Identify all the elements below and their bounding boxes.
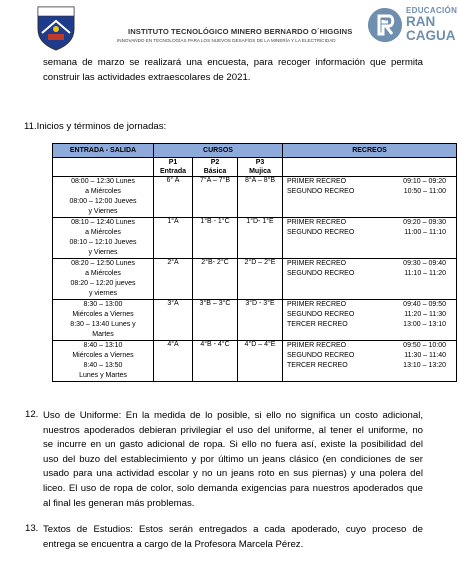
table-row	[53, 177, 457, 218]
course-cell: 7°A – 7°B	[193, 177, 238, 218]
recreo-name: PRIMER RECREO	[287, 342, 347, 349]
table-row	[53, 341, 457, 382]
education-logo-icon	[368, 8, 402, 42]
recreo-time: 13:10 – 13:20	[403, 362, 446, 369]
time-line: 08:20 – 12:20 jueves	[70, 280, 136, 287]
table-subheader-row	[53, 158, 457, 177]
campus-name: Mujica	[249, 168, 271, 175]
schedule-table	[52, 143, 457, 382]
recreo-name: PRIMER RECREO	[287, 178, 347, 185]
recreo-time: 11:10 – 11:20	[404, 270, 446, 277]
entrada-salida-cell	[53, 259, 154, 300]
recreo-entry	[287, 177, 454, 187]
recreos-cell	[283, 218, 457, 259]
recreo-name: SEGUNDO RECREO	[287, 188, 355, 195]
edu-line-2: RAN	[406, 14, 436, 29]
recreo-entry	[287, 269, 454, 279]
course-cell: 3°D - 3°E	[238, 300, 283, 341]
recreo-entry	[287, 259, 454, 269]
recreo-name: TERCER RECREO	[287, 362, 348, 369]
subheader-campus-1	[154, 158, 193, 177]
s12-line-5: usado para una actividad escolar y no un jeans roto en sus piernas) y una polera del	[43, 468, 423, 480]
time-line: 8:30 – 13:00	[83, 301, 123, 308]
recreo-name: PRIMER RECREO	[287, 301, 347, 308]
subheader-blank-recreos	[283, 158, 457, 177]
course-cell: 4°B - 4°C	[193, 341, 238, 382]
recreo-entry	[287, 361, 454, 371]
recreo-time: 11:20 – 11:30	[404, 311, 446, 318]
time-line: a Miércoles	[85, 270, 121, 277]
campus-name: Entrada	[159, 168, 187, 175]
entrada-salida-cell	[53, 341, 154, 382]
recreos-cell	[283, 177, 457, 218]
course-cell: 1°D- 1°E	[238, 218, 283, 259]
course-cell: 4°A	[154, 341, 193, 382]
time-line: 08:20 – 12:50 Lunes	[71, 260, 135, 267]
entrada-salida-cell	[53, 177, 154, 218]
edu-line-3: CAGUA	[406, 27, 456, 43]
section-11-title: 11.Inicios y términos de jornadas:	[24, 121, 167, 132]
letterhead	[0, 0, 459, 60]
time-line: y Viernes	[88, 249, 118, 256]
recreo-time: 11:30 – 11:40	[404, 352, 446, 359]
campus-name: Básica	[203, 168, 227, 175]
s12-line-4: uso del buzo del establecimiento y por último un jeans clásico (en condiciones de ser	[43, 453, 423, 465]
recreo-time: 10:50 – 11:00	[403, 188, 446, 195]
time-line: 8:40 – 13:50	[83, 362, 123, 369]
intro-line-1: semana de marzo se realizará una encuesta, para recoger información que permita	[43, 57, 423, 68]
recreo-entry	[287, 187, 454, 197]
course-cell: 6° A	[154, 177, 193, 218]
campus-code: P3	[255, 159, 265, 166]
recreo-time: 09:40 – 09:50	[403, 301, 446, 308]
intro-paragraph	[43, 56, 423, 85]
subheader-campus-2	[193, 158, 238, 177]
entrada-salida-cell	[53, 218, 154, 259]
time-line: Miércoles a Viernes	[72, 352, 134, 359]
recreo-time: 09:30 – 09:40	[403, 260, 446, 267]
s12-line-7: al final les generan más problemas.	[43, 497, 195, 509]
section-12-paragraph	[43, 409, 423, 511]
section-12-number: 12.	[25, 409, 39, 420]
course-cell: 2°A	[154, 259, 193, 300]
table-row	[53, 259, 457, 300]
time-line: Lunes y Martes	[79, 372, 127, 379]
recreo-name: SEGUNDO RECREO	[287, 352, 355, 359]
table-row	[53, 300, 457, 341]
time-line: 08:00 – 12:30 Lunes	[71, 178, 135, 185]
recreo-time: 09:10 – 09:20	[403, 178, 446, 185]
course-cell: 2°D – 2°E	[238, 259, 283, 300]
s13-line-1: Textos de Estudios: Estos serán entregados a cada apoderado, cuyo proceso de	[43, 524, 423, 535]
recreo-entry	[287, 228, 454, 238]
institution-name: INSTITUTO TECNOLÓGICO MINERO BERNARDO O´HIGGINS	[128, 27, 353, 36]
recreo-time: 11:00 – 11:10	[404, 229, 446, 236]
campus-code: P1	[168, 159, 178, 166]
time-line: Miércoles a Viernes	[72, 311, 134, 318]
intro-line-2: construir las actividades extraescolares de 2021.	[43, 71, 251, 83]
recreo-name: PRIMER RECREO	[287, 219, 347, 226]
time-line: y viernes	[88, 290, 117, 297]
time-line: 8:30 – 13:40 Lunes y	[70, 321, 136, 328]
time-line: 8:40 – 13:10	[83, 342, 123, 349]
s12-line-1: Uso de Uniforme: En la medida de lo posible, si ello no significa un costo adicional,	[43, 410, 423, 421]
subheader-campus-3	[238, 158, 283, 177]
header-cursos: CURSOS	[154, 144, 283, 158]
recreo-name: TERCER RECREO	[287, 321, 348, 328]
course-cell: 8°A – 8°B	[238, 177, 283, 218]
recreos-cell	[283, 341, 457, 382]
recreo-name: SEGUNDO RECREO	[287, 311, 355, 318]
school-shield-logo	[34, 3, 78, 51]
table-row	[53, 218, 457, 259]
recreo-entry	[287, 300, 454, 310]
course-cell: 2°B- 2°C	[193, 259, 238, 300]
recreo-name: PRIMER RECREO	[287, 260, 347, 267]
subheader-blank	[53, 158, 154, 177]
course-cell: 4°D – 4°E	[238, 341, 283, 382]
institution-subtitle: INNOVANDO EN TECNOLOGÍAS PARA LOS NUEVOS DESAFÍOS DE LA MINERÍA Y LA ELECTRICIDAD	[117, 38, 336, 43]
recreo-name: SEGUNDO RECREO	[287, 229, 355, 236]
campus-code: P2	[210, 159, 220, 166]
recreo-time: 09:20 – 09:30	[403, 219, 446, 226]
time-line: a Miércoles	[85, 229, 121, 236]
recreo-entry	[287, 218, 454, 228]
recreo-entry	[287, 320, 454, 330]
section-13-number: 13.	[25, 523, 39, 534]
course-cell: 1°A	[154, 218, 193, 259]
recreo-time: 13:00 – 13:10	[403, 321, 446, 328]
recreo-entry	[287, 351, 454, 361]
s12-line-6: liceo. El uso de ropa de color, solo demanda exigencias para nuestros apoderados que	[43, 482, 423, 494]
recreo-time: 09:50 – 10:00	[403, 342, 446, 349]
education-logo-text	[406, 7, 457, 42]
course-cell: 3°B – 3°C	[193, 300, 238, 341]
header-recreos: RECREOS	[283, 144, 457, 158]
entrada-salida-cell	[53, 300, 154, 341]
recreo-entry	[287, 341, 454, 351]
s12-line-2: nuestros apoderados debieran privilegiar el uso del uniforme, al tener el uniforme, no	[43, 424, 423, 436]
recreos-cell	[283, 300, 457, 341]
edu-line-1: EDUCACIÓN	[406, 6, 458, 15]
s12-line-3: se incurre en un gasto adicional de ropa. Si ello no fuera así, existe la posibilidad del	[43, 439, 423, 451]
s13-line-2: entrega se encuentra a cargo de la Profesora Marcela Pérez.	[43, 538, 304, 550]
time-line: 08:10 – 12:40 Lunes	[71, 219, 135, 226]
time-line: 08:10 – 12:10 Jueves	[69, 239, 137, 246]
section-13-paragraph	[43, 523, 423, 552]
course-cell: 3°A	[154, 300, 193, 341]
time-line: 08:00 – 12:00 Jueves	[69, 198, 137, 205]
recreos-cell	[283, 259, 457, 300]
recreo-name: SEGUNDO RECREO	[287, 270, 355, 277]
time-line: Martes	[92, 331, 114, 338]
recreo-entry	[287, 310, 454, 320]
course-cell: 1°B - 1°C	[193, 218, 238, 259]
time-line: a Miércoles	[85, 188, 121, 195]
time-line: y Viernes	[88, 208, 118, 215]
header-entrada-salida: ENTRADA - SALIDA	[53, 144, 154, 158]
